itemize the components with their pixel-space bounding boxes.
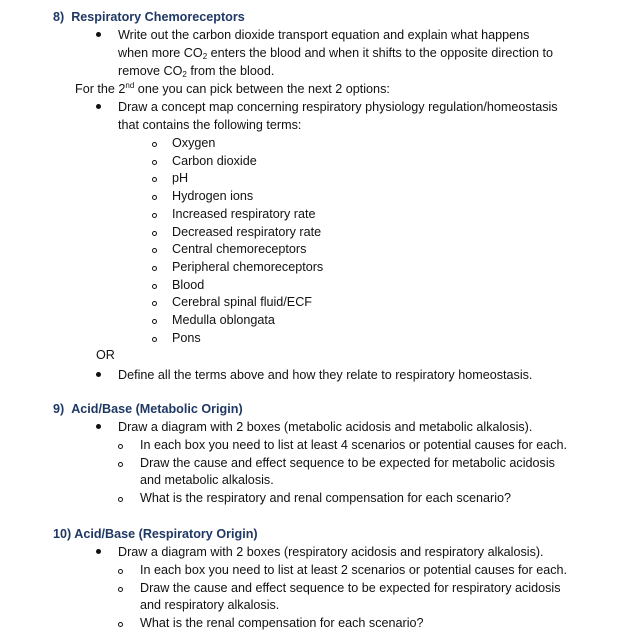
s8-bullet3: Define all the terms above and how they relate to respiratory homeostasis. [118,368,533,382]
term-item: Hydrogen ions [172,189,254,203]
term-item: Central chemoreceptors [172,242,307,256]
circle-bullet-icon [152,337,157,342]
bullet-icon [96,424,101,429]
s10-sub2-line1: Draw the cause and effect sequence to be expected for respiratory acidosis [140,581,561,595]
circle-bullet-icon [152,177,157,182]
s9-sub2-line1: Draw the cause and effect sequence to be expected for metabolic acidosis [140,456,555,470]
circle-bullet-icon [118,444,123,449]
s8-pick-instruction: For the 2nd one you can pick between the next 2 options: [75,81,390,96]
section-8-heading: 8) Respiratory Chemoreceptors [53,10,245,24]
circle-bullet-icon [152,284,157,289]
term-item: Increased respiratory rate [172,207,316,221]
term-item: Decreased respiratory rate [172,225,322,239]
s8-bullet1-line1: Write out the carbon dioxide transport equation and explain what happens [118,28,530,42]
bullet-icon [96,372,101,377]
s10-bullet: Draw a diagram with 2 boxes (respiratory acidosis and respiratory alkalosis). [118,545,544,559]
s10-sub2-line2: and respiratory alkalosis. [140,598,280,612]
term-item: Medulla oblongata [172,313,275,327]
circle-bullet-icon [152,213,157,218]
term-item: Oxygen [172,136,216,150]
circle-bullet-icon [118,569,123,574]
circle-bullet-icon [118,462,123,467]
term-item: Blood [172,278,205,292]
circle-bullet-icon [118,622,123,627]
circle-bullet-icon [152,160,157,165]
term-item: Pons [172,331,201,345]
s9-sub1: In each box you need to list at least 4 scenarios or potential causes for each. [140,438,568,452]
s8-bullet2-line1: Draw a concept map concerning respiratory physiology regulation/homeostasis [118,100,558,114]
term-item: pH [172,171,189,185]
section-9-heading: 9) Acid/Base (Metabolic Origin) [53,402,243,416]
bullet-icon [96,549,101,554]
term-item: Carbon dioxide [172,154,257,168]
circle-bullet-icon [152,231,157,236]
bullet-icon [96,32,101,37]
s8-bullet2-line2: that contains the following terms: [118,118,302,132]
bullet-icon [96,104,101,109]
circle-bullet-icon [152,319,157,324]
circle-bullet-icon [152,195,157,200]
circle-bullet-icon [118,497,123,502]
circle-bullet-icon [152,248,157,253]
s8-or-label: OR [96,348,115,362]
s8-bullet1-line3: remove $CO_2$ from the blood. [118,64,275,79]
circle-bullet-icon [152,142,157,147]
term-item: Peripheral chemoreceptors [172,260,324,274]
section-10-heading: 10) Acid/Base (Respiratory Origin) [53,527,258,541]
s9-bullet: Draw a diagram with 2 boxes (metabolic acidosis and metabolic alkalosis). [118,420,533,434]
s9-sub3: What is the respiratory and renal compensation for each scenario? [140,491,512,505]
circle-bullet-icon [118,587,123,592]
circle-bullet-icon [152,266,157,271]
s10-sub1: In each box you need to list at least 2 scenarios or potential causes for each. [140,563,568,577]
s10-sub3: What is the renal compensation for each scenario? [140,616,424,630]
term-item: Cerebral spinal fluid/ECF [172,295,312,309]
circle-bullet-icon [152,301,157,306]
s8-bullet1-line2: when more $CO_2$ enters the blood and when it shifts to the opposite direction to [118,46,554,61]
s9-sub2-line2: and metabolic alkalosis. [140,473,274,487]
